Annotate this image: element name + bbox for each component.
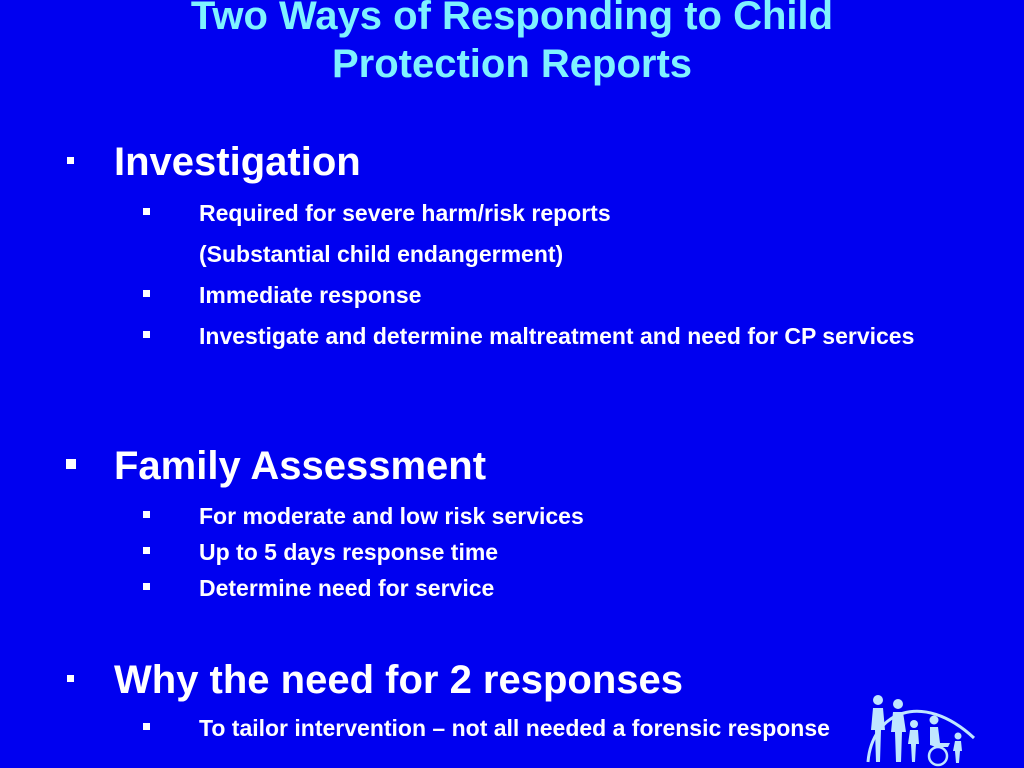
list-item-text: For moderate and low risk services — [199, 503, 584, 529]
list-item-text: Required for severe harm/risk reports — [199, 200, 611, 226]
section-heading-text: Investigation — [114, 140, 361, 184]
list-item-text: Immediate response — [199, 282, 422, 308]
square-bullet-icon — [143, 511, 150, 518]
square-bullet-icon — [143, 723, 150, 730]
family-silhouette-logo-icon — [862, 690, 980, 768]
slide-title-line-1: Two Ways of Responding to Child — [190, 0, 834, 38]
list-item-text: To tailor intervention – not all needed a forensic response — [199, 715, 830, 741]
square-bullet-icon — [143, 208, 150, 215]
list-item-text: Determine need for service — [199, 575, 495, 601]
square-bullet-icon — [143, 547, 150, 554]
section-heading-text: Why the need for 2 responses — [114, 658, 684, 702]
section-heading-text: Family Assessment — [114, 444, 487, 488]
slide-title — [0, 0, 1024, 88]
list-item-text: (Substantial child endangerment) — [199, 241, 564, 267]
square-bullet-icon — [66, 459, 76, 469]
square-bullet-icon — [143, 331, 150, 338]
slide-title-line-2: Protection Reports — [331, 42, 693, 86]
list-item-text: Investigate and determine maltreatment and need for CP services — [199, 323, 915, 349]
square-bullet-icon — [67, 675, 74, 682]
square-bullet-icon — [143, 583, 150, 590]
list-item-text: Up to 5 days response time — [199, 539, 499, 565]
square-bullet-icon — [67, 157, 74, 164]
square-bullet-icon — [143, 290, 150, 297]
